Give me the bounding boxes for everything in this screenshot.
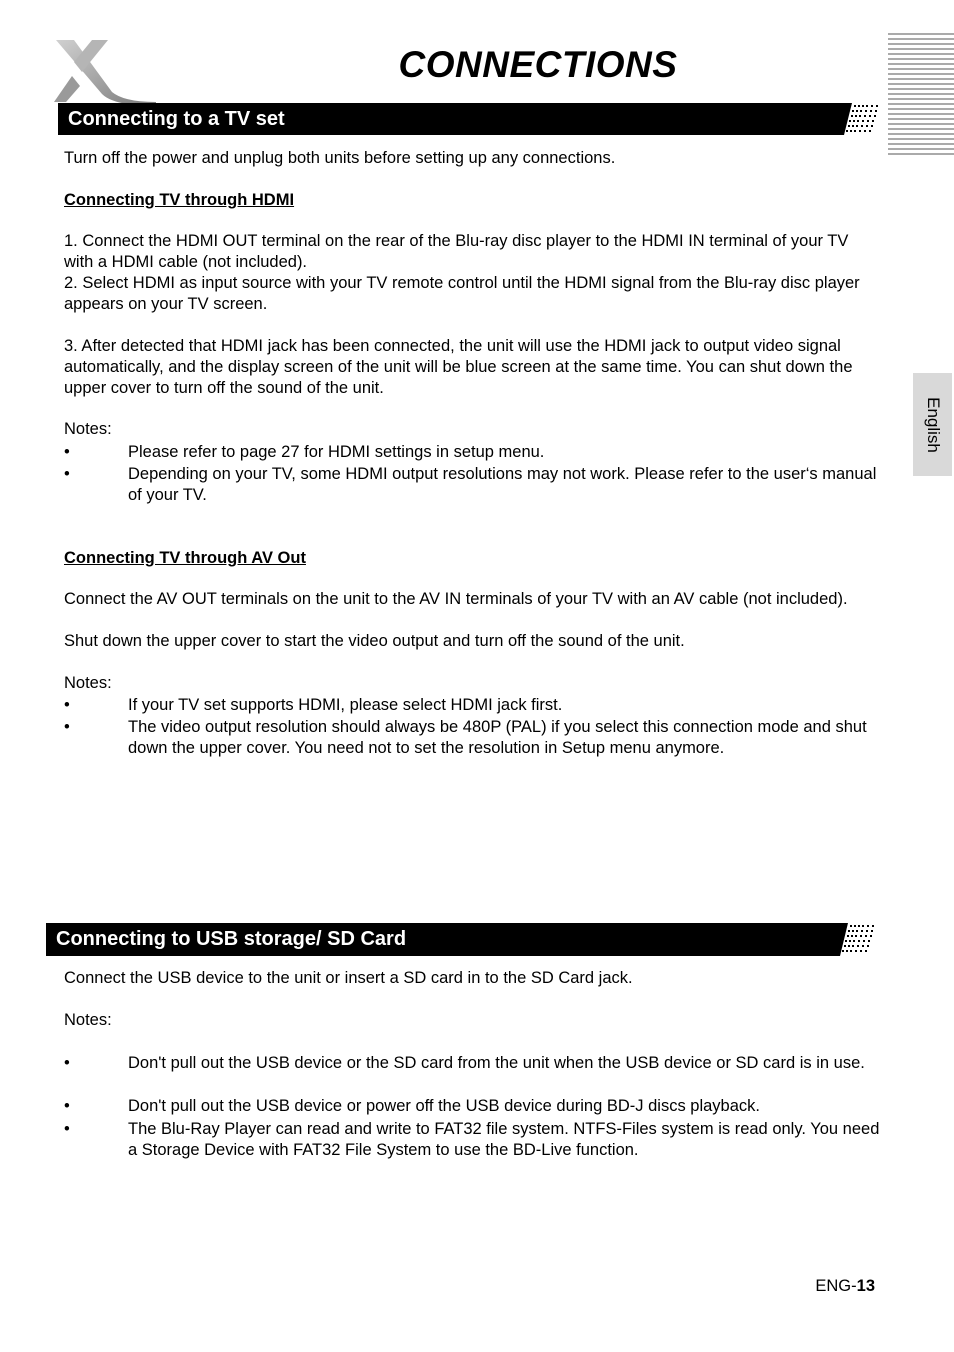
list-item: • The video output resolution should always be 480P (PAL) if you select this connection mode and shut down the upper cover. You need not to set the resolution in Setup menu anymore. [64,718,867,757]
hdmi-step-2: 2. Select HDMI as input source with your TV remote control until the HDMI signal from the Blu-ray disc player appears on your TV screen. [64,274,860,313]
av-notes-label: Notes: [64,674,112,692]
list-item: • The Blu-Ray Player can read and write to FAT32 file system. NTFS-Files system is read only. You need a Storage Device with FAT32 File System to use the BD-Live function. [64,1120,880,1159]
bullet-icon: • [64,1097,70,1115]
section-heading-bar-tv [58,103,882,135]
usb-intro: Connect the USB device to the unit or insert a SD card in to the SD Card jack. [64,969,633,987]
bullet-icon: • [64,443,70,461]
section-heading-usb: Connecting to USB storage/ SD Card [56,928,407,950]
bullet-icon: • [64,1120,70,1138]
hdmi-notes-label: Notes: [64,420,112,438]
language-tab-label: English [923,396,943,453]
section-heading-bar-usb [46,923,878,956]
subheading-av: Connecting TV through AV Out [64,549,306,567]
list-item: • If your TV set supports HDMI, please select HDMI jack first. [64,696,563,714]
list-item: • Don't pull out the USB device or power off the USB device during BD-J discs playback. [64,1097,760,1115]
halftone-decoration-icon [842,103,882,135]
bullet-icon: • [64,718,70,736]
av-notes-list [64,695,879,759]
av-para-1: Connect the AV OUT terminals on the unit to the AV IN terminals of your TV with an AV cable (not included). [64,590,848,608]
page-number: ENG-13 [815,1277,875,1295]
section-heading-tv: Connecting to a TV set [68,108,285,130]
hdmi-notes-list [64,442,879,506]
usb-notes-list [64,1053,879,1161]
bullet-icon: • [64,1054,70,1072]
usb-notes-label: Notes: [64,1011,112,1029]
subheading-hdmi: Connecting TV through HDMI [64,191,295,209]
halftone-decoration-icon [838,923,878,956]
list-item: • Depending on your TV, some HDMI output resolutions may not work. Please refer to the user‘s manual of your TV. [64,465,877,504]
av-para-2: Shut down the upper cover to start the video output and turn off the sound of the unit. [64,632,685,650]
bullet-icon: • [64,465,70,483]
hdmi-step-1: 1. Connect the HDMI OUT terminal on the rear of the Blu-ray disc player to the HDMI IN terminal of your TV with a HDMI cable (not included). [64,232,849,271]
list-item: • Please refer to page 27 for HDMI settings in setup menu. [64,443,545,461]
tv-intro: Turn off the power and unplug both units before setting up any connections. [64,149,616,167]
page-title: CONNECTIONS [398,44,678,85]
bullet-icon: • [64,696,70,714]
language-tab [913,373,952,476]
hdmi-step-3: 3. After detected that HDMI jack has been connected, the unit will use the HDMI jack to output video signal automatically, and the display screen of the unit will be blue screen at the same time. You can shut down the upper cover to turn off the sound of the unit. [64,337,853,397]
list-item: • Don't pull out the USB device or the SD card from the unit when the USB device or SD card is in use. [64,1054,865,1072]
decorative-stripes [888,32,954,158]
